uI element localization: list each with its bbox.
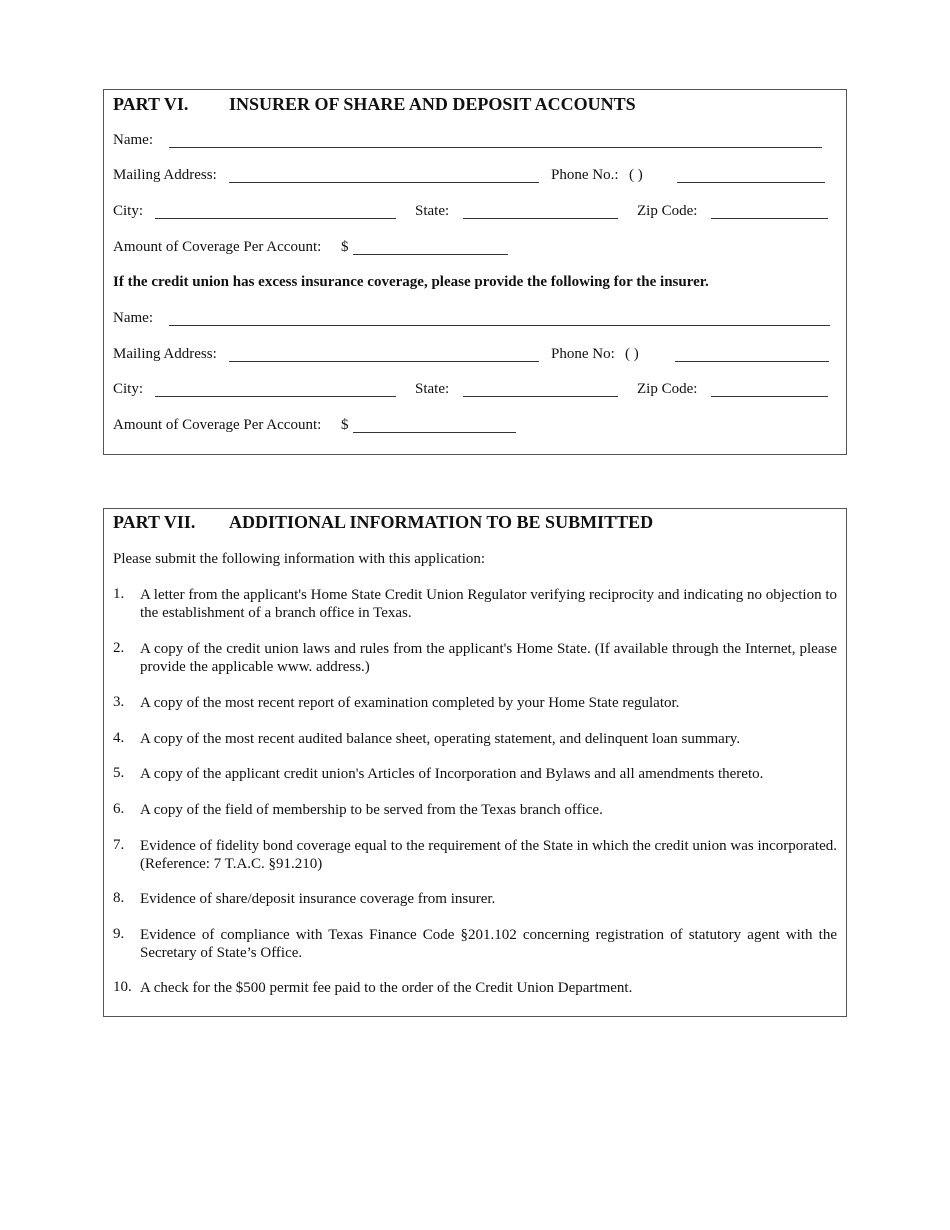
list-item-number: 9. <box>113 926 125 942</box>
excess-zip-field[interactable] <box>711 396 828 397</box>
list-item <box>113 765 837 783</box>
insurer-name-row <box>113 132 837 152</box>
insurer-coverage-row <box>113 239 837 259</box>
excess-mailing-field[interactable] <box>229 361 539 362</box>
part-vii-title: ADDITIONAL INFORMATION TO BE SUBMITTED <box>229 512 654 532</box>
excess-zip-label: Zip Code: <box>637 381 698 397</box>
part-vi-section <box>103 89 847 455</box>
excess-city-field[interactable] <box>155 396 396 397</box>
list-item <box>113 837 837 873</box>
list-item-text: Evidence of compliance with Texas Finance Code §201.102 concerning registration of statutory agent with the Secretary of State’s Office. <box>140 927 837 961</box>
insurer-phone-area: ( ) <box>629 167 643 183</box>
excess-coverage-label: Amount of Coverage Per Account: <box>113 417 322 433</box>
list-item-text: A copy of the credit union laws and rules from the applicant's Home State. (If available through the Internet, please provide the applicable www. address.) <box>140 641 837 675</box>
list-item <box>113 801 837 819</box>
list-item <box>113 926 837 962</box>
list-item <box>113 890 837 908</box>
insurer-state-label: State: <box>415 203 450 219</box>
part-vii-intro: Please submit the following information with this application: <box>113 551 486 567</box>
list-item-text: A copy of the field of membership to be served from the Texas branch office. <box>140 802 603 818</box>
excess-phone-field[interactable] <box>675 361 829 362</box>
insurer-zip-field[interactable] <box>711 218 828 219</box>
insurer-state-field[interactable] <box>463 218 618 219</box>
excess-mailing-label: Mailing Address: <box>113 346 217 362</box>
excess-coverage-row <box>113 417 837 437</box>
insurer-coverage-label: Amount of Coverage Per Account: <box>113 239 322 255</box>
insurer-mailing-label: Mailing Address: <box>113 167 217 183</box>
list-item-text: Evidence of fidelity bond coverage equal to the requirement of the State in which the credit union was incorporated. (Reference: 7 T.A.C. §91.210) <box>140 838 837 872</box>
insurer-phone-label: Phone No.: <box>551 167 619 183</box>
insurer-mailing-row <box>113 167 837 187</box>
insurer-name-label: Name: <box>113 132 153 148</box>
list-item-number: 3. <box>113 694 125 710</box>
excess-city-label: City: <box>113 381 144 397</box>
part-vi-heading <box>113 94 636 115</box>
list-item-text: A check for the $500 permit fee paid to the order of the Credit Union Department. <box>140 980 633 996</box>
list-item-text: Evidence of share/deposit insurance coverage from insurer. <box>140 891 496 907</box>
list-item-text: A letter from the applicant's Home State Credit Union Regulator verifying reciprocity and indicating no objection to the establishment of a branch office in Texas. <box>140 587 837 621</box>
part-vii-number: PART VII. <box>113 512 196 532</box>
part-vi-number: PART VI. <box>113 94 189 114</box>
list-item <box>113 586 837 622</box>
list-item-number: 2. <box>113 640 125 656</box>
list-item-text: A copy of the applicant credit union's Articles of Incorporation and Bylaws and all amendments thereto. <box>140 766 764 782</box>
excess-name-field[interactable] <box>169 325 830 326</box>
excess-state-field[interactable] <box>463 396 618 397</box>
excess-mailing-row <box>113 346 837 366</box>
insurer-coverage-field[interactable] <box>353 254 508 255</box>
excess-state-label: State: <box>415 381 450 397</box>
list-item-number: 7. <box>113 837 125 853</box>
list-item-number: 1. <box>113 586 125 602</box>
list-item-number: 4. <box>113 730 125 746</box>
insurer-name-field[interactable] <box>169 147 822 148</box>
list-item <box>113 730 837 748</box>
excess-phone-label: Phone No: <box>551 346 615 362</box>
excess-name-label: Name: <box>113 310 153 326</box>
list-item <box>113 694 837 712</box>
insurer-mailing-field[interactable] <box>229 182 539 183</box>
excess-coverage-field[interactable] <box>353 432 516 433</box>
insurer-city-field[interactable] <box>155 218 396 219</box>
excess-currency-sign: $ <box>341 417 349 433</box>
excess-phone-area: ( ) <box>625 346 639 362</box>
part-vii-heading <box>113 512 653 533</box>
list-item-number: 10. <box>113 979 132 995</box>
part-vi-title: INSURER OF SHARE AND DEPOSIT ACCOUNTS <box>229 94 636 114</box>
list-item <box>113 640 837 676</box>
list-item-number: 8. <box>113 890 125 906</box>
insurer-currency-sign: $ <box>341 239 349 255</box>
list-item-number: 5. <box>113 765 125 781</box>
insurer-city-label: City: <box>113 203 144 219</box>
list-item-text: A copy of the most recent report of examination completed by your Home State regulator. <box>140 695 680 711</box>
insurer-zip-label: Zip Code: <box>637 203 698 219</box>
part-vii-section <box>103 508 847 1017</box>
excess-city-row <box>113 381 837 401</box>
excess-name-row <box>113 310 837 330</box>
excess-insurance-note: If the credit union has excess insurance coverage, please provide the following for the insurer. <box>113 274 709 290</box>
list-item-text: A copy of the most recent audited balance sheet, operating statement, and delinquent loan summary. <box>140 731 741 747</box>
list-item-number: 6. <box>113 801 125 817</box>
list-item <box>113 979 837 997</box>
insurer-phone-field[interactable] <box>677 182 825 183</box>
insurer-city-row <box>113 203 837 223</box>
